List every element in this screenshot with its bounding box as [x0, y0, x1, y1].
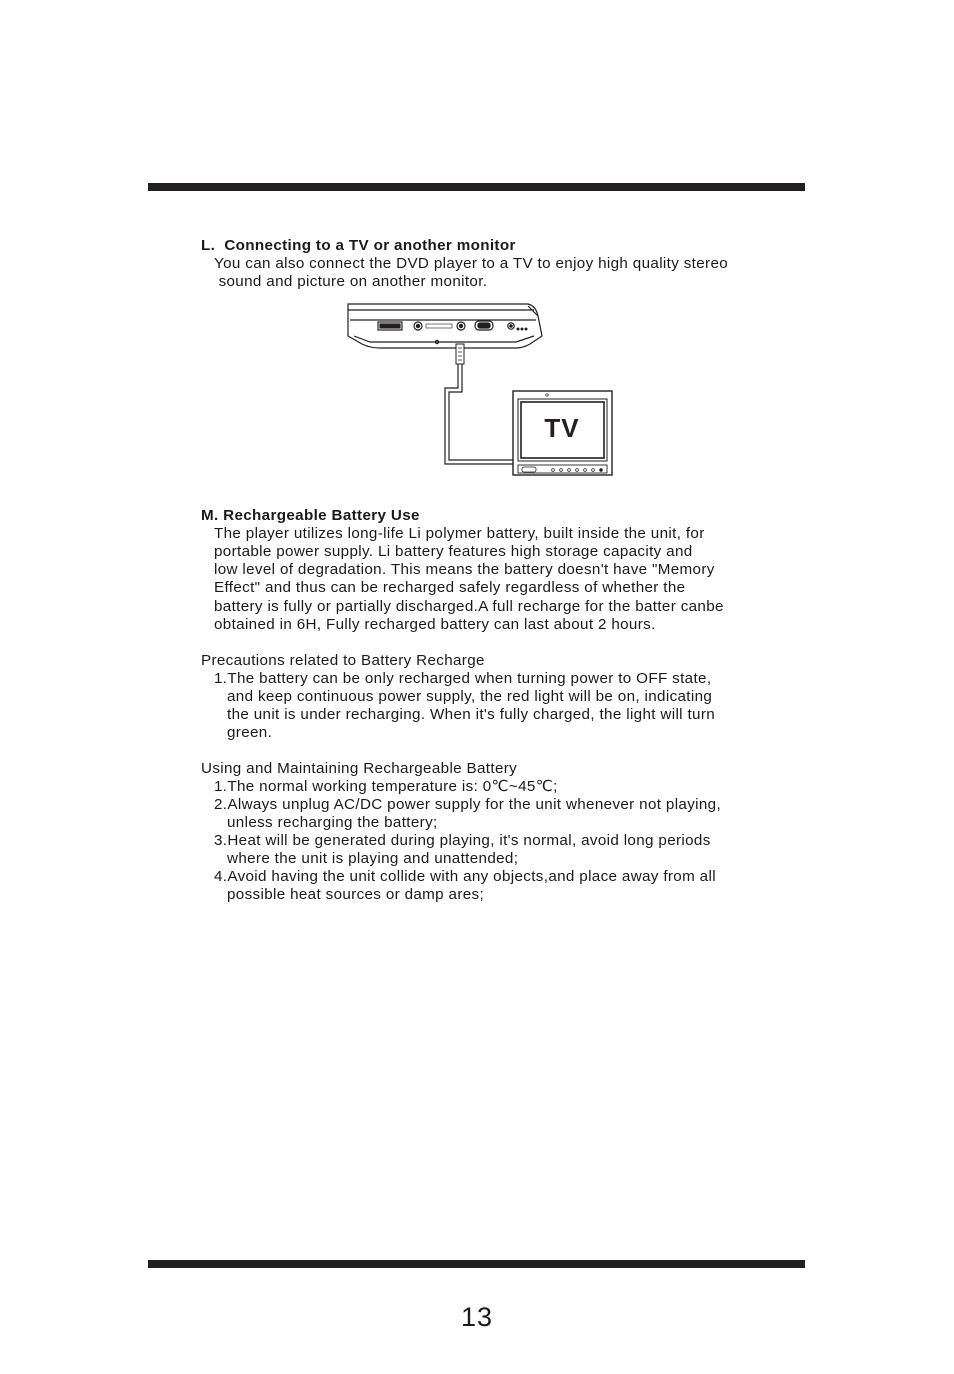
- maintaining-item-1: 1.The normal working temperature is: 0℃~45℃;: [214, 778, 558, 795]
- av-cable-icon: [445, 344, 514, 464]
- section-m-body-line-5: battery is fully or partially discharged.A full recharge for the batter canbe: [214, 598, 724, 615]
- maintaining-item-2-line-2: unless recharging the battery;: [227, 814, 438, 831]
- precautions-item-1-line-3: the unit is under recharging. When it's fully charged, the light will turn: [227, 706, 716, 723]
- maintaining-item-4-line-2: possible heat sources or damp ares;: [227, 886, 485, 903]
- section-l-heading: L. Connecting to a TV or another monitor: [201, 237, 516, 254]
- maintaining-item-4-line-1: 4.Avoid having the unit collide with any objects,and place away from all: [214, 868, 716, 885]
- tv-connection-figure: [340, 298, 630, 480]
- section-m-body-line-2: portable power supply. Li battery features high storage capacity and: [214, 543, 693, 560]
- maintaining-title: Using and Maintaining Rechargeable Battery: [201, 760, 518, 777]
- precautions-title: Precautions related to Battery Recharge: [201, 652, 485, 669]
- maintaining-item-3-line-2: where the unit is playing and unattended;: [227, 850, 519, 867]
- maintaining-item-3-line-1: 3.Heat will be generated during playing, it's normal, avoid long periods: [214, 832, 711, 849]
- tv-label: TV: [544, 413, 580, 443]
- precautions-item-1-line-1: 1.The battery can be only recharged when turning power to OFF state,: [214, 670, 712, 687]
- section-l-body-line-2: sound and picture on another monitor.: [214, 273, 488, 290]
- maintaining-item-2-line-1: 2.Always unplug AC/DC power supply for the unit whenever not playing,: [214, 796, 722, 813]
- precautions-item-1-line-4: green.: [227, 724, 273, 741]
- portable-dvd-player-icon: [348, 304, 542, 348]
- bottom-rule: [148, 1260, 805, 1268]
- section-m-body-line-1: The player utilizes long-life Li polymer battery, built inside the unit, for: [214, 525, 705, 542]
- page-number: 13: [460, 1302, 494, 1332]
- precautions-item-1-line-2: and keep continuous power supply, the red light will be on, indicating: [227, 688, 713, 705]
- section-m-body-line-3: low level of degradation. This means the battery doesn't have "Memory: [214, 561, 715, 578]
- section-m-body-line-4: Effect" and thus can be recharged safely regardless of whether the: [214, 579, 686, 596]
- section-l-body-line-1: You can also connect the DVD player to a TV to enjoy high quality stereo: [214, 255, 729, 272]
- section-m-body-line-6: obtained in 6H, Fully recharged battery can last about 2 hours.: [214, 616, 656, 633]
- section-m-heading: M. Rechargeable Battery Use: [201, 507, 420, 524]
